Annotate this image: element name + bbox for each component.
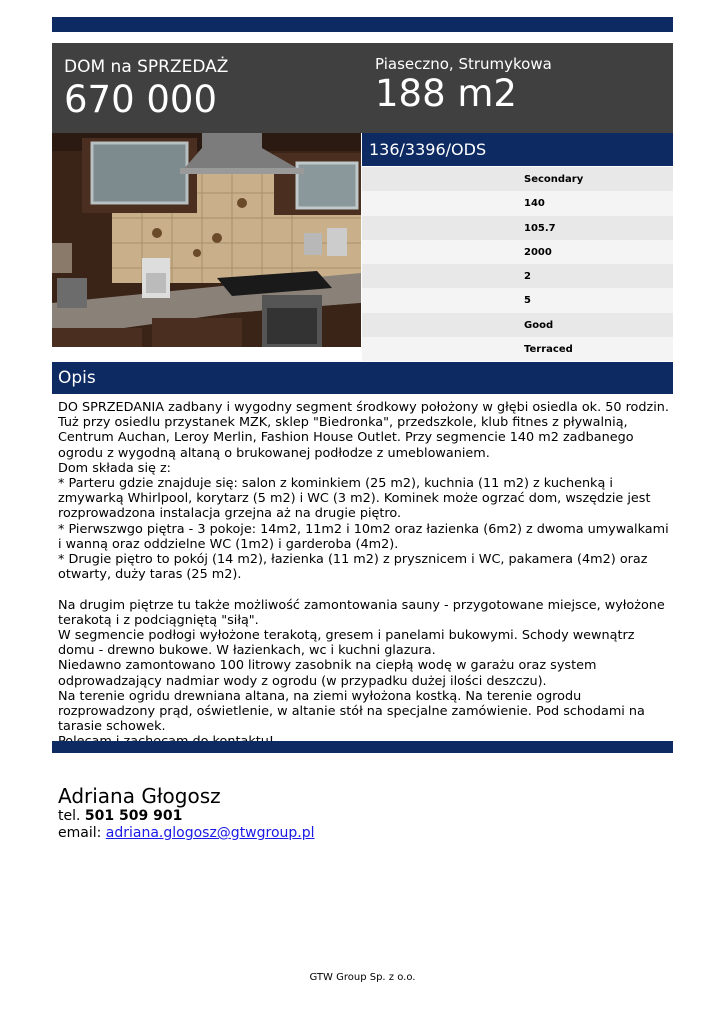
agent-name: Adriana Głogosz (58, 784, 221, 808)
agent-email-line (58, 825, 315, 842)
footer-company: GTW Group Sp. z o.o. (309, 972, 416, 983)
property-photo (52, 133, 361, 347)
spec-value: Secondary (524, 174, 584, 185)
reference-bar (362, 133, 673, 166)
spec-value: Good (524, 319, 554, 331)
agent-phone-line (58, 808, 315, 825)
listing-type: DOM na SPRZEDAŻ (64, 57, 229, 77)
reference-number: 136/3396/ODS (369, 140, 487, 159)
phone-number: 501 509 901 (84, 808, 183, 824)
email-label: email: (58, 825, 102, 841)
spec-row-market (362, 167, 673, 191)
header-right (375, 55, 552, 115)
kitchen-photo-icon (52, 133, 361, 347)
spec-value: 5 (524, 295, 531, 307)
spec-row-year (362, 240, 673, 264)
spec-row-plot (362, 191, 673, 215)
spec-row-rooms (362, 288, 673, 312)
bottom-accent-bar (52, 741, 673, 753)
top-accent-bar (52, 17, 673, 32)
spec-value: 2000 (524, 246, 552, 258)
description-title: Opis (58, 368, 96, 388)
listing-price: 670 000 (64, 78, 218, 121)
description-header (52, 362, 673, 394)
description-text: DO SPRZEDANIA zadbany i wygodny segment środkowy położony w głębi osiedla ok. 50 rodzin. Tuż przy osiedlu przystanek MZK, sklep "Biedronka", przedszkole, klub fitnes z pływalnią, Centrum Auchan, Leroy Merlin, Fashion House Outlet. Przy segmencie 140 m2 zadbanego ogrodu z wygodną altaną o brukowanej podłodze z umeblowaniem. Dom składa się z: * Parteru gdzie znajduje się: salon z kominkiem (25 m2), kuchnia (11 m2) z kuchenką i zmywarką Whirlpool, korytarz (5 m2) i WC (3 m2). Kominek może ogrzać dom, wszędzie jest rozprowadzona instalacja grzejna aż na drugie piętro. * Pierwszwgo piętra - 3 pokoje: 14m2, 11m2 i 10m2 oraz łazienka (6m2) z dwoma umywalkami i wanną oraz oddzielne WC (1m2) i garderoba (4m2). * Drugie piętro to pokój (14 m2), łazienka (11 m2) z prysznicem i WC, pakamera (4m2) oraz otwarty, duży taras (25 m2). Na drugim piętrze tu także możliwość zamontowania sauny - przygotowane miejsce, wyłożone terakotą i z podciągniętą "siłą". W segmencie podłogi wyłożone terakotą, gresem i panelami bukowymi. Schody wewnątrz domu - drewno bukowe. W łazienkach, wc i kuchni glazura. Niedawno zamontowano 100 litrowy zasobnik na ciepłą wodę w garażu oraz system odprowadzający nadmiar wody z ogrodu (w przypadku dużej ilości deszczu). Na terenie ogridu drewniana altana, na ziemi wyłożona kostką. Na terenie ogrodu rozprowadzony prąd, oświetlenie, w altanie stół na specjalne zamówienie. Pod schodami na tarasie schowek. (58, 400, 669, 735)
spec-row-condition (362, 313, 673, 337)
spec-value: Terraced (524, 344, 573, 356)
email-link[interactable]: adriana.glogosz@gtwgroup.pl (105, 825, 315, 841)
spec-value: 105.7 (524, 222, 556, 234)
spec-row-building-type (362, 337, 673, 361)
listing-header (52, 43, 673, 133)
spec-row-floors (362, 264, 673, 288)
header-left (64, 57, 228, 121)
spec-value: 2 (524, 271, 531, 283)
spec-row-usable-area (362, 216, 673, 240)
spec-value: 140 (524, 198, 545, 210)
listing-area: 188 m2 (375, 72, 517, 115)
listing-location: Piaseczno, Strumykowa (375, 55, 552, 73)
phone-label: tel. (58, 808, 81, 824)
agent-contact (58, 784, 315, 842)
specs-table (362, 167, 673, 361)
